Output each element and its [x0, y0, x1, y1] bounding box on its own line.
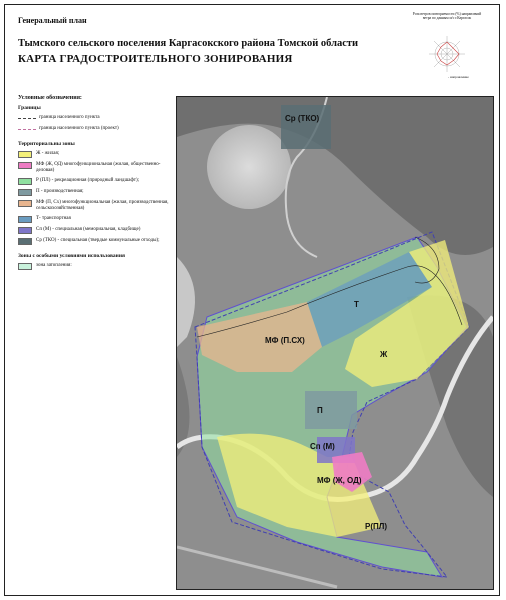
label-t: Т — [354, 300, 359, 309]
flood-zone-swatch — [18, 263, 32, 270]
legend-zone-label: МФ (Ж, ОД) многофункциональная (жилая, общественно-деловая) — [36, 162, 161, 173]
legend-zone-row — [18, 200, 176, 212]
zone-swatch — [18, 189, 32, 196]
border-line-symbol — [18, 115, 36, 122]
zone-swatch — [18, 200, 32, 207]
label-sr-tko: Ср (ТКО) — [285, 114, 320, 123]
zone-swatch — [18, 178, 32, 185]
label-r-pl: Р(ПЛ) — [365, 522, 388, 531]
legend — [18, 95, 176, 274]
legend-zone-row — [18, 189, 176, 196]
legend-border-row — [18, 126, 176, 133]
legend-zone-row — [18, 238, 176, 245]
zone-sr-tko[interactable] — [281, 105, 331, 149]
legend-zones-title: Территориальны зоны — [18, 141, 75, 147]
settlement-title: Тымского сельского поселения Каргасокского района Томской области — [18, 38, 359, 49]
legend-zone-row — [18, 162, 176, 174]
field-circle — [207, 125, 291, 209]
legend-border-label: граница населенного пункта — [39, 115, 100, 120]
zone-p[interactable] — [305, 391, 357, 429]
legend-zone-label: Сп (М) - специальная (мемориальная, кладбище) — [36, 227, 141, 232]
legend-borders-title: Границы — [18, 105, 41, 111]
zone-swatch — [18, 227, 32, 234]
legend-special-label: зона затопления: — [36, 263, 72, 268]
legend-zone-label: П - производственная; — [36, 189, 84, 194]
legend-border-label: граница населенного пункта (проект) — [39, 126, 119, 131]
label-mf-psx: МФ (П.СХ) — [265, 336, 305, 345]
legend-zone-label: Т- транспортная — [36, 216, 71, 221]
wind-rose-caption: Роза ветров повторяемости (%) направлений ветра по данным м/с г.Каргасок — [412, 12, 482, 21]
label-p: П — [317, 406, 323, 415]
label-sp-m: Сп (М) — [310, 442, 335, 451]
label-zh: Ж — [380, 350, 388, 359]
label-mf-zhod: МФ (Ж, ОД) — [317, 476, 362, 485]
legend-zone-row — [18, 151, 176, 158]
wind-rose-icon — [427, 34, 467, 74]
legend-zone-label: Р (ПЛ) - рекреационная (природный ландшафт); — [36, 178, 140, 183]
zone-swatch — [18, 162, 32, 169]
map-canvas — [177, 97, 493, 589]
legend-zone-label: МФ (П, Сх) многофункциональная (жилая, производственная, сельскохозяйственная) — [36, 200, 169, 211]
map-title: КАРТА ГРАДОСТРОИТЕЛЬНОГО ЗОНИРОВАНИЯ — [18, 53, 293, 65]
legend-special-title: Зоны с особыми условиями использования — [18, 253, 125, 259]
legend-zone-row — [18, 227, 176, 234]
legend-border-row — [18, 115, 176, 122]
legend-zone-row — [18, 178, 176, 185]
legend-zone-label: Ср (ТКО) - специальная (твердые коммунальные отходы); — [36, 238, 160, 243]
legend-title: Условные обозначения: — [18, 95, 82, 101]
legend-zone-label: Ж - жилая; — [36, 151, 60, 156]
wind-rose-legend: - направление — [448, 75, 469, 79]
border-project-line-symbol — [18, 126, 36, 133]
zone-swatch — [18, 238, 32, 245]
legend-zone-row — [18, 216, 176, 223]
zoning-map[interactable] — [176, 96, 494, 590]
legend-special-row — [18, 263, 176, 270]
zone-swatch — [18, 216, 32, 223]
zone-swatch — [18, 151, 32, 158]
plan-type: Генеральный план — [18, 16, 87, 25]
